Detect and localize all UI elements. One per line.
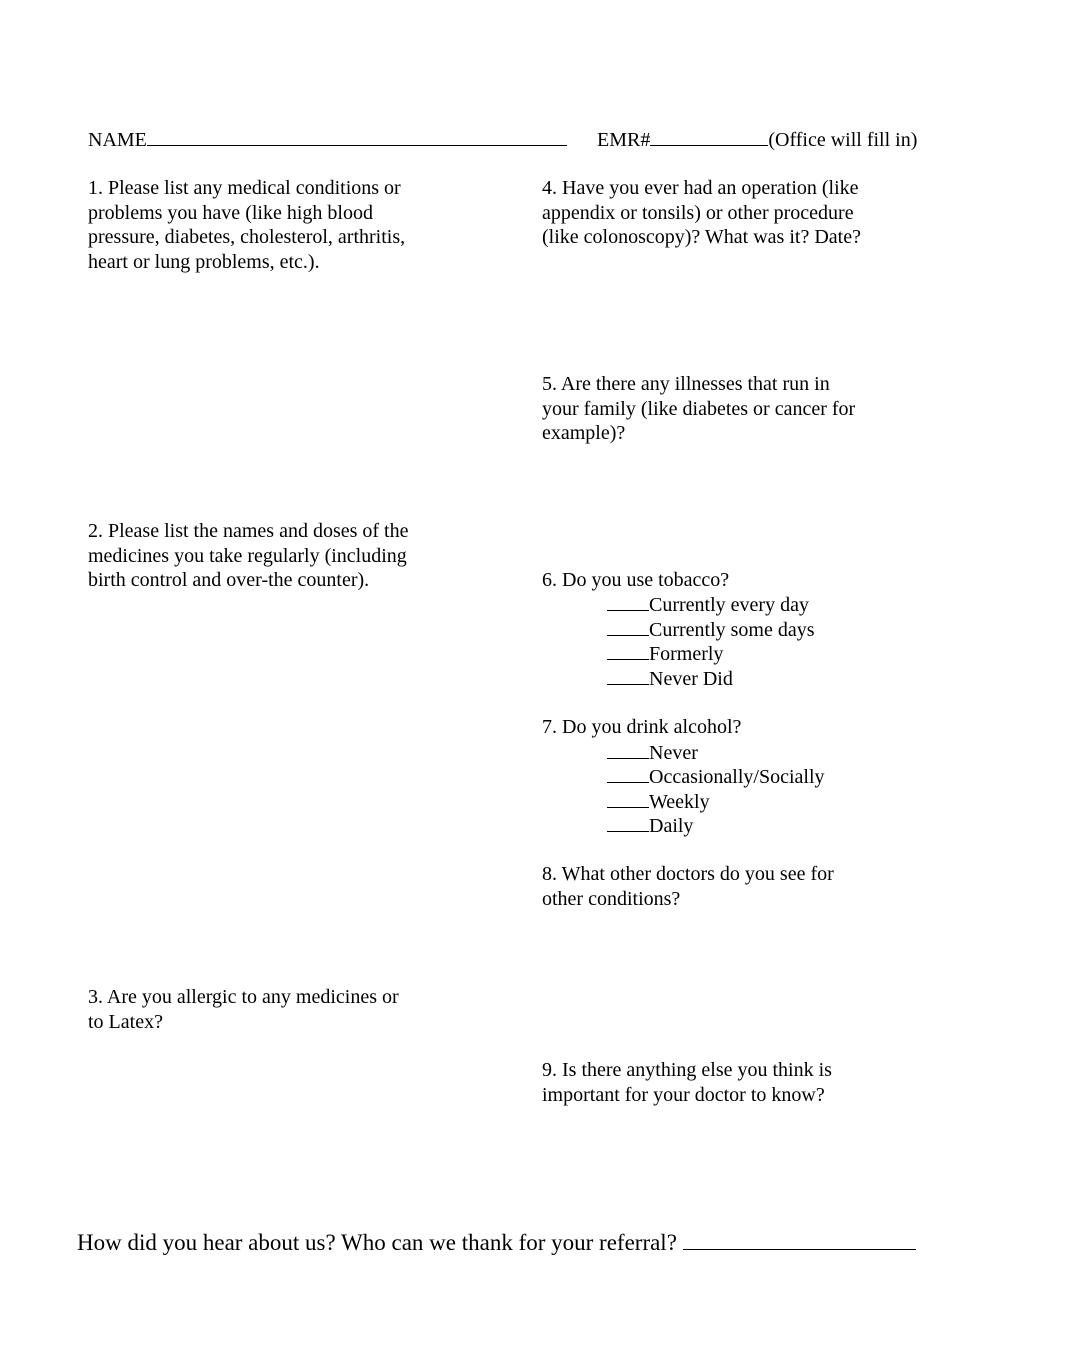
tobacco-option-never[interactable]	[607, 666, 733, 692]
emr-line	[597, 128, 917, 153]
question-2	[88, 519, 409, 593]
alcohol-option-never[interactable]	[607, 740, 698, 766]
emr-note: (Office will fill in)	[768, 129, 918, 151]
question-1-line: 1. Please list any medical conditions or	[88, 177, 401, 199]
alcohol-option-weekly[interactable]	[607, 789, 710, 815]
alcohol-option-daily[interactable]	[607, 813, 693, 839]
name-field[interactable]	[147, 144, 567, 146]
referral-line	[77, 1229, 916, 1257]
question-6	[542, 568, 729, 593]
question-8	[542, 862, 834, 911]
question-7	[542, 715, 741, 740]
question-3-line: to Latex?	[88, 1010, 163, 1033]
question-4-line: 4. Have you ever had an operation (like	[542, 177, 859, 199]
question-3-line: 3. Are you allergic to any medicines or	[88, 986, 399, 1008]
option-label: Never	[649, 742, 698, 764]
option-blank[interactable]	[607, 617, 649, 636]
name-line	[88, 128, 567, 153]
question-2-line: medicines you take regularly (including	[88, 544, 407, 567]
question-5-line: your family (like diabetes or cancer for	[542, 397, 856, 420]
option-label: Never Did	[649, 668, 733, 690]
name-label: NAME	[88, 129, 147, 151]
option-label: Daily	[649, 815, 694, 837]
question-9-line: important for your doctor to know?	[542, 1083, 825, 1106]
question-1-line: problems you have (like high blood	[88, 201, 373, 224]
option-label: Weekly	[649, 791, 710, 813]
referral-field[interactable]	[683, 1248, 916, 1250]
question-4-line: (like colonoscopy)? What was it? Date?	[542, 226, 861, 248]
option-blank[interactable]	[607, 789, 649, 808]
referral-question: How did you hear about us? Who can we thank for your referral?	[77, 1230, 677, 1255]
question-2-line: birth control and over-the counter).	[88, 569, 370, 591]
question-8-line: other conditions?	[542, 887, 681, 910]
question-9-line: 9. Is there anything else you think is	[542, 1059, 832, 1081]
question-6-prompt: 6. Do you use tobacco?	[542, 569, 730, 591]
question-1-line: pressure, diabetes, cholesterol, arthritis,	[88, 226, 406, 248]
option-blank[interactable]	[607, 641, 649, 660]
question-1	[88, 176, 405, 274]
question-3	[88, 985, 399, 1034]
option-label: Occasionally/Socially	[649, 766, 825, 788]
question-8-line: 8. What other doctors do you see for	[542, 863, 834, 885]
tobacco-option-some-days[interactable]	[607, 617, 815, 643]
option-blank[interactable]	[607, 592, 649, 611]
emr-label: EMR#	[597, 129, 651, 151]
question-7-prompt: 7. Do you drink alcohol?	[542, 716, 742, 738]
option-blank[interactable]	[607, 666, 649, 685]
option-label: Formerly	[649, 643, 724, 665]
option-blank[interactable]	[607, 740, 649, 759]
question-1-line: heart or lung problems, etc.).	[88, 250, 320, 273]
question-5-line: example)?	[542, 422, 626, 444]
option-blank[interactable]	[607, 813, 649, 832]
option-label: Currently every day	[649, 594, 809, 616]
question-2-line: 2. Please list the names and doses of the	[88, 520, 409, 542]
option-blank[interactable]	[607, 764, 649, 783]
option-label: Currently some days	[649, 619, 815, 641]
alcohol-option-occasionally[interactable]	[607, 764, 825, 790]
question-4	[542, 176, 861, 250]
question-9	[542, 1058, 832, 1107]
tobacco-option-every-day[interactable]	[607, 592, 809, 618]
question-5	[542, 372, 855, 446]
question-5-line: 5. Are there any illnesses that run in	[542, 373, 830, 395]
question-4-line: appendix or tonsils) or other procedure	[542, 201, 854, 224]
emr-field[interactable]	[650, 144, 768, 146]
tobacco-option-formerly[interactable]	[607, 641, 723, 667]
